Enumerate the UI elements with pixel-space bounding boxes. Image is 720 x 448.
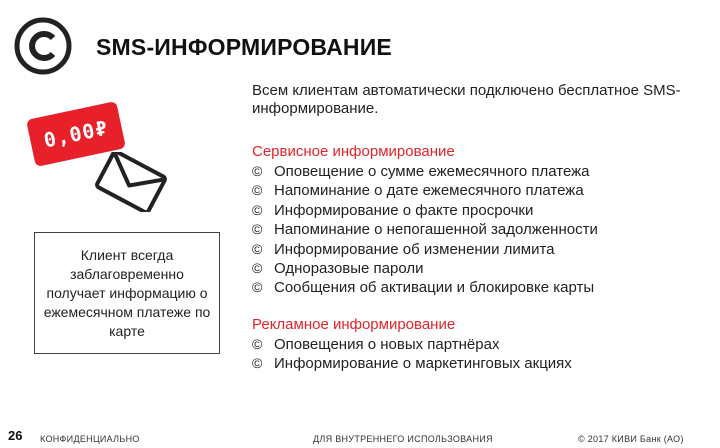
copyright-bullet-icon: © xyxy=(252,201,263,218)
list-item-text: Напоминание о дате ежемесячного платежа xyxy=(274,182,584,200)
price-badge-text: 0,00₽ xyxy=(41,115,111,153)
client-note-box xyxy=(34,232,220,354)
list-item xyxy=(252,201,598,220)
list-item xyxy=(252,354,572,373)
footer-internal-use: ДЛЯ ВНУТРЕННЕГО ИСПОЛЬЗОВАНИЯ xyxy=(313,434,493,444)
service-list xyxy=(252,162,598,298)
qiwi-c-logo-icon xyxy=(13,16,73,76)
client-note-text: Клиент всегда заблаговременно получает информацию о ежемесячном платеже по карте xyxy=(43,246,211,339)
advertising-section-title: Рекламное информирование xyxy=(252,316,456,333)
footer-copyright: © 2017 КИВИ Банк (АО) xyxy=(578,434,684,444)
list-item xyxy=(252,240,598,259)
page-title: SMS-ИНФОРМИРОВАНИЕ xyxy=(96,34,392,60)
list-item xyxy=(252,220,598,239)
list-item-text: Информирование о факте просрочки xyxy=(274,201,534,219)
list-item xyxy=(252,181,598,200)
list-item-text: Информирование о маркетинговых акциях xyxy=(274,355,572,373)
copyright-bullet-icon: © xyxy=(252,163,263,179)
service-section-title: Сервисное информирование xyxy=(252,143,455,160)
list-item-text: Информирование об изменении лимита xyxy=(274,240,555,258)
copyright-bullet-icon: © xyxy=(252,182,263,199)
advertising-list xyxy=(252,335,572,374)
copyright-bullet-icon: © xyxy=(252,279,263,296)
list-item-text: Оповещение о сумме ежемесячного платежа xyxy=(274,163,590,180)
list-item xyxy=(252,278,598,297)
copyright-bullet-icon: © xyxy=(252,336,263,352)
copyright-bullet-icon: © xyxy=(252,221,263,238)
copyright-bullet-icon: © xyxy=(252,240,263,257)
list-item-text: Сообщения об активации и блокировке карты xyxy=(274,279,595,297)
intro-text: Всем клиентам автоматически подключено бесплатное SMS-информирование. xyxy=(252,82,681,117)
copyright-bullet-icon: © xyxy=(252,260,263,277)
list-item xyxy=(252,162,598,181)
list-item-text: Напоминание о непогашенной задолженности xyxy=(274,221,598,239)
list-item xyxy=(252,335,572,354)
list-item-text: Одноразовые пароли xyxy=(274,260,424,278)
list-item-text: Оповещения о новых партнёрах xyxy=(274,336,500,353)
footer-confidential: КОНФИДЕНЦИАЛЬНО xyxy=(40,434,140,444)
page-number: 26 xyxy=(8,428,23,443)
list-item xyxy=(252,259,598,278)
envelope-icon xyxy=(86,152,176,212)
copyright-bullet-icon: © xyxy=(252,355,263,372)
